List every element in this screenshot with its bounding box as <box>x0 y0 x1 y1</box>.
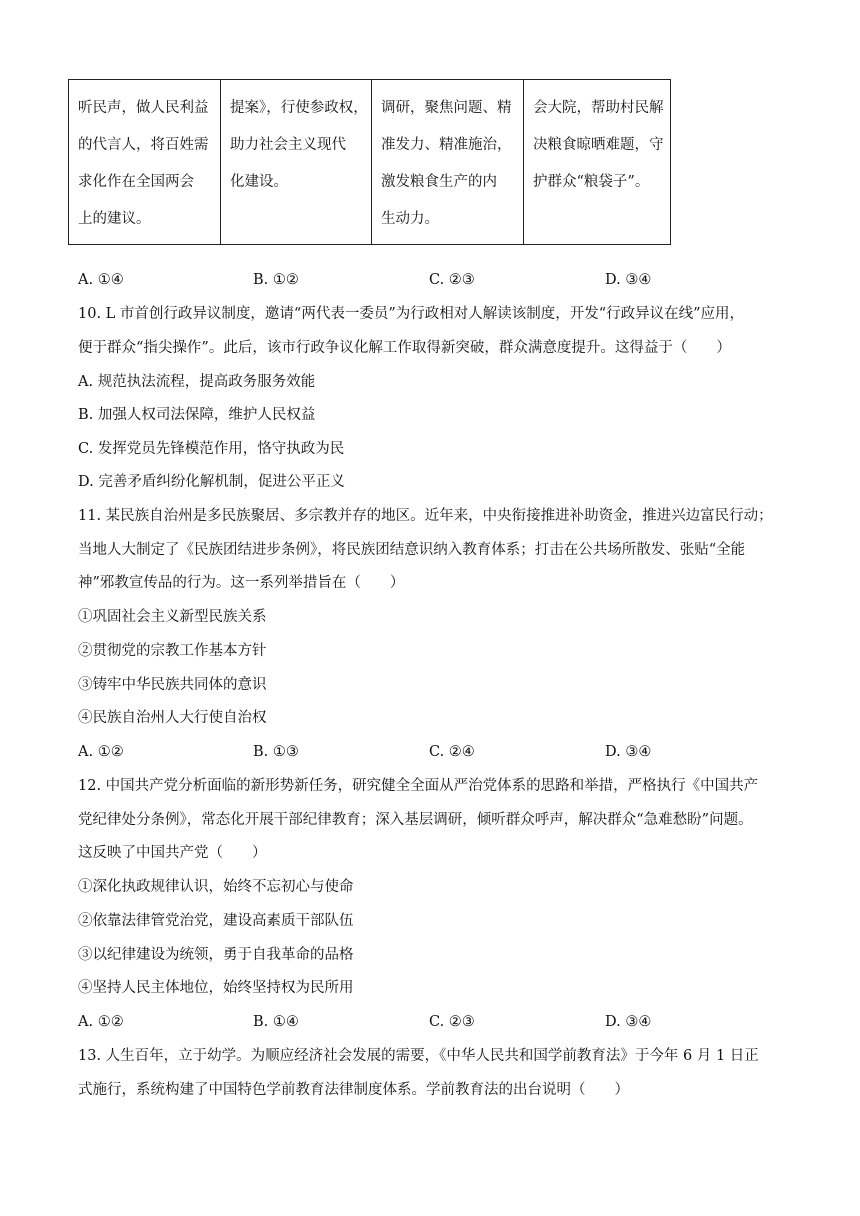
table-cell <box>69 80 221 245</box>
q11-stem-line-1: 11. 某民族自治州是多民族聚居、多宗教并存的地区。近年来，中央衔接推进补助资金，推进兴边富民行动； <box>78 508 773 524</box>
cell-line: 的代言人，将百姓需 <box>78 137 209 153</box>
q9-option-d[interactable]: D. ③④ <box>605 272 652 288</box>
cell-line: 化建设。 <box>230 174 288 190</box>
q12-item-3: ③以纪律建设为统领，勇于自我革命的品格 <box>78 947 354 963</box>
q12-stem-line-2: 党纪律处分条例》，常态化开展干部纪律教育；深入基层调研，倾听群众呼声，解决群众“急难愁盼”问题。 <box>78 812 753 828</box>
q11-stem-line-2: 当地人大制定了《民族团结进步条例》，将民族团结意识纳入教育体系；打击在公共场所散发、张贴“全能 <box>78 542 746 558</box>
q11-option-d[interactable]: D. ③④ <box>605 744 652 760</box>
q11-option-c[interactable]: C. ②④ <box>429 744 475 760</box>
q10-option-a[interactable]: A. 规范执法流程，提高政务服务效能 <box>78 374 316 390</box>
q12-stem-line-3: 这反映了中国共产党（ ） <box>78 845 267 861</box>
q12-item-1: ①深化执政规律认识，始终不忘初心与使命 <box>78 879 354 895</box>
q12-item-4: ④坚持人民主体地位，始终坚持权为民所用 <box>78 980 354 996</box>
table-row <box>69 80 671 245</box>
q11-option-a[interactable]: A. ①② <box>78 744 124 760</box>
q12-option-a[interactable]: A. ①② <box>78 1014 124 1030</box>
cell-line: 求化作在全国两会 <box>78 174 194 190</box>
table-cell <box>372 80 524 245</box>
q10-option-b[interactable]: B. 加强人权司法保障，维护人民权益 <box>78 407 316 423</box>
q11-item-3: ③铸牢中华民族共同体的意识 <box>78 677 267 693</box>
q9-option-b[interactable]: B. ①② <box>253 272 299 288</box>
cell-line: 会大院，帮助村民解 <box>533 100 664 116</box>
cell-line: 激发粮食生产的内 <box>381 174 497 190</box>
cell-line: 上的建议。 <box>78 211 151 227</box>
cell-line: 调研，聚焦问题、精 <box>381 100 512 116</box>
q10-stem-line-2: 便于群众“指尖操作”。此后，该市行政争议化解工作取得新突破，群众满意度提升。这得益于（ ） <box>78 340 731 356</box>
cell-line: 准发力、精准施治， <box>381 137 512 153</box>
q11-item-1: ①巩固社会主义新型民族关系 <box>78 609 267 625</box>
cell-line: 听民声，做人民利益 <box>78 100 209 116</box>
cell-line: 提案》，行使参政权， <box>230 100 368 116</box>
q11-option-b[interactable]: B. ①③ <box>253 744 299 760</box>
q10-option-c[interactable]: C. 发挥党员先锋模范作用，恪守执政为民 <box>78 441 345 457</box>
q12-option-c[interactable]: C. ②③ <box>429 1014 475 1030</box>
q13-stem-line-2: 式施行，系统构建了中国特色学前教育法律制度体系。学前教育法的出台说明（ ） <box>78 1082 629 1098</box>
cell-line: 决粮食晾晒难题，守 <box>533 137 664 153</box>
q9-option-c[interactable]: C. ②③ <box>429 272 475 288</box>
q12-item-2: ②依靠法律管党治党，建设高素质干部队伍 <box>78 913 354 929</box>
q10-stem-line-1: 10. L 市首创行政异议制度，邀请“两代表一委员”为行政相对人解读该制度，开发“行政异议在线”应用， <box>78 306 745 322</box>
cell-line: 生动力。 <box>381 211 439 227</box>
cell-line: 护群众“粮袋子”。 <box>533 174 650 190</box>
cell-line: 助力社会主义现代 <box>230 137 346 153</box>
q9-option-a[interactable]: A. ①④ <box>78 272 124 288</box>
q11-stem-line-3: 神”邪教宣传品的行为。这一系列举措旨在（ ） <box>78 575 405 591</box>
q9-table <box>68 79 671 245</box>
table-cell <box>221 80 372 245</box>
q11-item-2: ②贯彻党的宗教工作基本方针 <box>78 643 267 659</box>
q12-stem-line-1: 12. 中国共产党分析面临的新形势新任务，研究健全全面从严治党体系的思路和举措，严格执行《中国共产 <box>78 778 759 794</box>
table-cell <box>524 80 671 245</box>
q13-stem-line-1: 13. 人生百年，立于幼学。为顺应经济社会发展的需要，《中华人民共和国学前教育法》于今年 6 月 1 日正 <box>78 1048 759 1064</box>
q11-item-4: ④民族自治州人大行使自治权 <box>78 710 267 726</box>
q12-option-d[interactable]: D. ③④ <box>605 1014 652 1030</box>
q12-option-b[interactable]: B. ①④ <box>253 1014 299 1030</box>
q10-option-d[interactable]: D. 完善矛盾纠纷化解机制，促进公平正义 <box>78 474 345 490</box>
